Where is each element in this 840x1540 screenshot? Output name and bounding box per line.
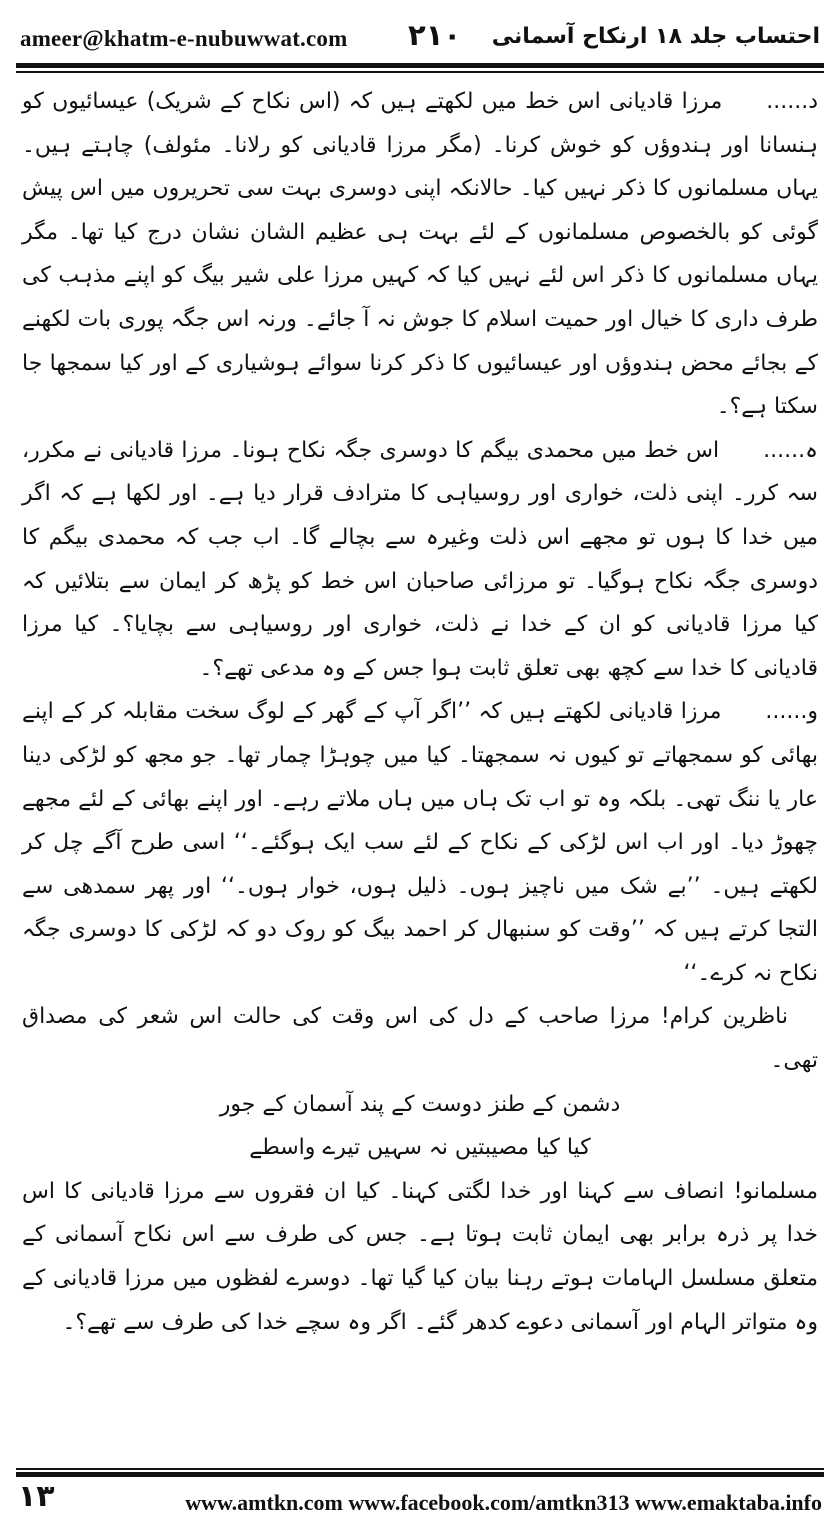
header-rule-thick — [16, 63, 824, 68]
footer-rule-thick — [16, 1472, 824, 1477]
paragraph-h-continuation: تو مرزائی صاحبان اس خط کو پڑھ کر ایمان سے بتلائیں کہ کیا مرزا قادیانی کو ان کے خدا نے ذلت، خواری اور روسیاہی سے بچایا؟۔ کیا مرزا قادیانی کا خدا سے کچھ بھی تعلق ثابت ہوا جس کے وہ مدعی تھے؟۔ — [22, 568, 818, 681]
paragraph-w — [22, 690, 818, 995]
paragraph-marker-d: د...... — [766, 89, 818, 114]
header-book-title: احتساب جلد ۱۸ ارنکاح آسمانی — [491, 24, 820, 49]
paragraph-marker-h: ہ...... — [763, 437, 818, 463]
paragraph-d — [22, 80, 818, 429]
paragraph-muslims: مسلمانو! انصاف سے کہنا اور خدا لگتی کہنا۔ کیا ان فقروں سے مرزا قادیانی کا اس خدا پر ذرہ برابر بھی ایمان ثابت ہوتا ہے۔ جس کی طرف سے اس نکاح آسمانی کے متعلق مسلسل الہامات ہوتے رہنا بیان کیا گیا تھا۔ دوسرے لفظوں میں مرزا قادیانی کے وہ متواتر الہام اور آسمانی دعوے کدھر گئے۔ اگر وہ سچے خدا کی طرف سے تھے؟۔ — [22, 1178, 818, 1335]
header-email: ameer@khatm-e-nubuwwat.com — [20, 26, 348, 51]
footer-number: ۱۳ — [18, 1479, 55, 1514]
paragraph-d-text: مرزا قادیانی اس خط میں لکھتے ہیں کہ (اس نکاح کے شریک) عیسائیوں کو ہنسانا اور ہندوؤں کو خوش کرنا۔ (مگر مرزا قادیانی کو رلانا۔ مئولف) چاہتے ہیں۔ یہاں مسلمانوں کا ذکر نہیں کیا۔ حالانکہ اپنی دوسری بہت سی تحریروں میں اس پیش گوئی کو بالخصوص مسلمانوں کے لئے بہت ہی عظیم الشان نشان درج کیا تھا۔ مگر یہاں مسلمانوں کا ذکر اس لئے نہیں کیا کہ کہیں مرزا علی شیر بیگ کو اپنے مذہب کی طرف داری کا خیال اور حمیت اسلام کا جوش نہ آ جائے۔ ورنہ اس جگہ پوری بات لکھنے کے بجائے محض ہندوؤں اور عیسائیوں کا ذکر کرنا سوائے ہوشیاری کے اور کیا سمجھا جا سکتا ہے؟۔ — [22, 89, 818, 420]
paragraph-marker-w: و...... — [765, 699, 818, 725]
header-page-number: ۲۱۰ — [408, 18, 462, 52]
verse-line-2: کیا کیا مصیبتیں نہ سہیں تیرے واسطے — [249, 1135, 591, 1161]
page-header — [16, 18, 824, 58]
page-body — [22, 80, 818, 1452]
paragraph-readers: ناظرین کرام! مرزا صاحب کے دل کی اس وقت کی حالت اس شعر کی مصداق تھی۔ — [22, 1004, 818, 1074]
verse-line-1: دشمن کے طنز دوست کے پند آسمان کے جور — [219, 1091, 621, 1117]
footer-links: www.amtkn.com www.facebook.com/amtkn313 www.emaktaba.info — [185, 1490, 822, 1515]
paragraph-w-text: مرزا قادیانی لکھتے ہیں کہ ’’اگر آپ کے گھر کے لوگ سخت مقابلہ کر کے اپنے بھائی کو سمجھاتے تو کیوں نہ سمجھتا۔ کیا میں چوہڑا چمار تھا۔ جو مجھ کو لڑکی دینا عار یا ننگ تھی۔ بلکہ وہ تو اب تک ہاں میں ہاں ملاتے رہے۔ اور اپنے بھائی کے لئے مجھے چھوڑ دیا۔ اور اب اس لڑکی کے نکاح کے لئے سب ایک ہوگئے۔‘‘ اسی طرح آگے چل کر لکھتے ہیں۔ ’’بے شک میں ناچیز ہوں۔ ذلیل ہوں، خوار ہوں۔‘‘ اور پھر سمدھی سے التجا کرتے ہیں کہ ’’وقت کو سنبھال کر احمد بیگ کو روک دو کہ لڑکی کا دوسری جگہ نکاح نہ کرے۔‘‘ — [22, 699, 818, 986]
header-rule-thin — [16, 71, 824, 73]
paragraph-h — [22, 429, 818, 691]
footer-rule-thin — [16, 1468, 824, 1470]
paragraph-h-text: اس خط میں محمدی بیگم کا دوسری جگہ نکاح ہونا۔ مرزا قادیانی نے مکرر، سہ کرر۔ اپنی ذلت، خواری اور روسیاہی کا مترادف قرار دیا ہے۔ اور لکھا ہے کہ اگر میں خدا کا ہوں تو مجھے اس ذلت وغیرہ سے بچالے گا۔ اب جب کہ محمدی بیگم کا دوسری جگہ نکاح ہوگیا۔ — [22, 437, 818, 594]
